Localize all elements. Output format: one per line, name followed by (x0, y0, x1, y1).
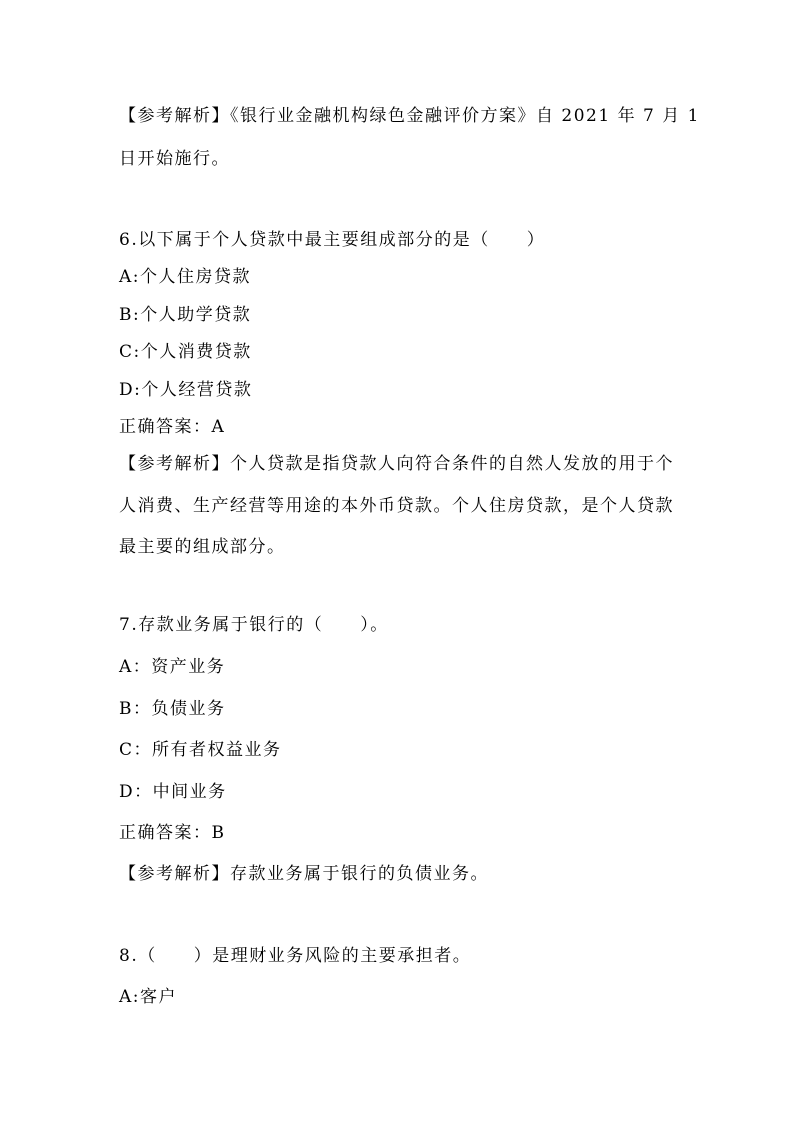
prev-explanation-line-2: 日开始施行。 (119, 149, 230, 169)
q7-option-a: A：资产业务 (119, 657, 226, 677)
q8-option-a: A:客户 (119, 987, 178, 1007)
q7-option-b: B：负债业务 (119, 699, 226, 719)
prev-explanation-line-1: 【参考解析】《银行业金融机构绿色金融评价方案》自 2021 年 7 月 1 (119, 106, 700, 126)
q7-answer: 正确答案：B (119, 823, 226, 843)
q7-option-d: D：中间业务 (119, 782, 227, 802)
q7-explanation-line-1: 【参考解析】存款业务属于银行的负债业务。 (119, 864, 489, 884)
q6-stem: 6.以下属于个人贷款中最主要组成部分的是（ ） (119, 230, 546, 250)
q6-option-d: D:个人经营贷款 (119, 380, 253, 400)
q6-option-a: A:个人住房贷款 (119, 267, 252, 287)
q6-option-c: C:个人消费贷款 (119, 342, 252, 362)
q6-option-b: B:个人助学贷款 (119, 305, 252, 325)
q7-stem: 7.存款业务属于银行的（ ）。 (119, 615, 389, 635)
q6-explanation-line-3: 最主要的组成部分。 (119, 537, 286, 557)
q8-stem: 8.（ ）是理财业务风险的主要承担者。 (119, 946, 472, 966)
q6-answer: 正确答案：A (119, 417, 226, 437)
q7-option-c: C：所有者权益业务 (119, 740, 282, 760)
q6-explanation-line-1: 【参考解析】个人贷款是指贷款人向符合条件的自然人发放的用于个 (119, 454, 674, 474)
q6-explanation-line-2: 人消费、生产经营等用途的本外币贷款。个人住房贷款，是个人贷款 (119, 496, 674, 516)
